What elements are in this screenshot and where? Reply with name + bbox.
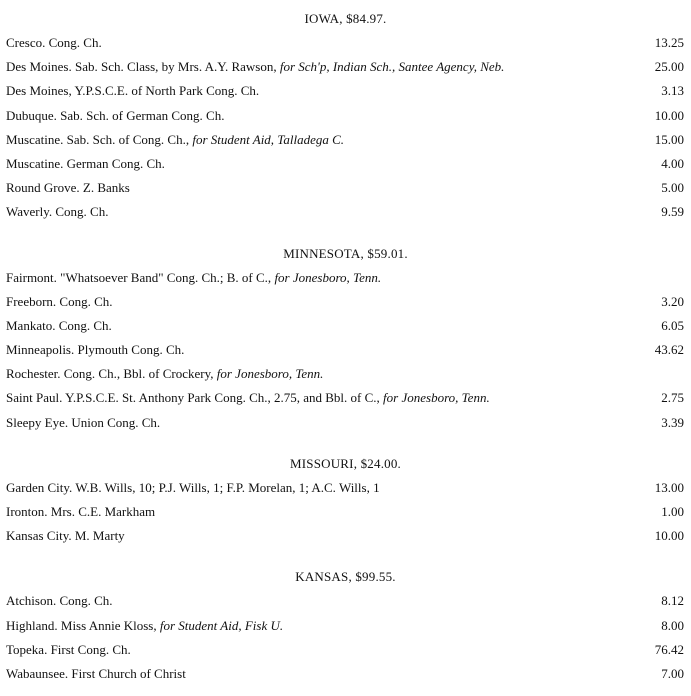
list-item — [0, 82, 691, 106]
list-item — [0, 641, 691, 665]
section-title: KANSAS, $99.55. — [295, 569, 396, 585]
list-item — [0, 592, 691, 616]
entry-amount: 25.00 — [654, 59, 684, 75]
entry-amount: 9.59 — [661, 204, 684, 220]
entry-note: for Jonesboro, Tenn. — [216, 366, 324, 382]
list-item — [0, 527, 691, 551]
section-gap — [0, 228, 691, 245]
entry-amount: 3.39 — [661, 414, 684, 430]
section-iowa — [0, 10, 691, 228]
list-item — [0, 155, 691, 179]
entry-text: Kansas City. M. Marty — [6, 528, 125, 544]
entry-amount: 76.42 — [654, 641, 684, 657]
entry-text: Freeborn. Cong. Ch. — [6, 293, 113, 309]
section-gap — [0, 438, 691, 455]
entry-text: Waverly. Cong. Ch. — [6, 204, 109, 220]
entry-note: for Student Aid, Fisk U. — [159, 617, 284, 633]
entry-amount: 3.13 — [661, 83, 684, 99]
entry-amount: 13.25 — [654, 35, 684, 50]
entry-text: Muscatine. German Cong. Ch. — [6, 155, 165, 171]
entry-amount: 4.00 — [661, 155, 684, 171]
list-item — [0, 293, 691, 317]
list-item — [0, 269, 691, 293]
section-kansas — [0, 568, 691, 689]
entry-amount: 8.00 — [661, 617, 684, 633]
entry-text: Des Moines, Y.P.S.C.E. of North Park Cong. Ch. — [6, 83, 260, 99]
entry-amount: 3.20 — [661, 293, 684, 309]
entry-text: Muscatine. Sab. Sch. of Cong. Ch., — [6, 131, 193, 147]
entry-text: Mankato. Cong. Ch. — [6, 317, 112, 333]
list-item — [0, 58, 691, 82]
list-item — [0, 107, 691, 131]
entry-amount: 7.00 — [661, 665, 684, 681]
list-item — [0, 203, 691, 227]
entry-text: Wabaunsee. First Church of Christ — [6, 665, 186, 681]
entry-text: Fairmont. "Whatsoever Band" Cong. Ch.; B. of C., — [6, 269, 275, 285]
entry-amount: 1.00 — [661, 504, 684, 519]
entry-text: Topeka. First Cong. Ch. — [6, 641, 131, 657]
entry-note: for Jonesboro, Tenn. — [274, 269, 382, 285]
list-item — [0, 131, 691, 155]
list-item — [0, 479, 691, 503]
list-item — [0, 503, 691, 527]
entry-note: for Sch'p, Indian Sch., Santee Agency, Neb. — [279, 59, 505, 75]
entry-text: Ironton. Mrs. C.E. Markham — [6, 504, 156, 519]
section-gap — [0, 551, 691, 568]
list-item — [0, 617, 691, 641]
entry-text: Rochester. Cong. Ch., Bbl. of Crockery, — [6, 366, 217, 382]
entry-amount: 13.00 — [654, 479, 684, 495]
entry-amount: 8.12 — [661, 593, 684, 609]
list-item — [0, 665, 691, 689]
entry-text: Atchison. Cong. Ch. — [6, 593, 113, 609]
entry-text: Garden City. W.B. Wills, 10; P.J. Wills, 1; F.P. Morelan, 1; A.C. Wills, 1 — [6, 479, 380, 495]
entry-text: Round Grove. Z. Banks — [6, 180, 130, 196]
entry-amount: 6.05 — [661, 317, 684, 333]
entry-text: Dubuque. Sab. Sch. of German Cong. Ch. — [6, 107, 225, 123]
entry-amount: 5.00 — [661, 180, 684, 196]
section-missouri — [0, 455, 691, 552]
entry-amount: 2.75 — [661, 390, 684, 406]
entry-text: Minneapolis. Plymouth Cong. Ch. — [6, 342, 185, 358]
entry-amount: 43.62 — [654, 342, 684, 358]
list-item — [0, 389, 691, 413]
list-item — [0, 179, 691, 203]
section-title: MISSOURI, $24.00. — [289, 455, 402, 471]
entry-note: for Jonesboro, Tenn. — [383, 390, 490, 406]
entry-note: for Student Aid, Talladega C. — [192, 131, 345, 147]
list-item — [0, 317, 691, 341]
entry-text: Saint Paul. Y.P.S.C.E. St. Anthony Park Cong. Ch., 2.75, and Bbl. of C., — [6, 390, 384, 406]
list-item — [0, 341, 691, 365]
list-item — [0, 365, 691, 389]
entry-text: Cresco. Cong. Ch. — [6, 35, 102, 50]
entry-text: Highland. Miss Annie Kloss, — [6, 617, 160, 633]
entry-text: Sleepy Eye. Union Cong. Ch. — [6, 414, 161, 430]
entry-amount: 10.00 — [654, 107, 684, 123]
list-item — [0, 34, 691, 58]
section-title: IOWA, $84.97. — [304, 11, 387, 26]
entry-text: Des Moines. Sab. Sch. Class, by Mrs. A.Y. Rawson, — [6, 59, 280, 75]
section-minnesota — [0, 245, 691, 438]
list-item — [0, 414, 691, 438]
section-title: MINNESOTA, $59.01. — [283, 245, 408, 261]
entry-amount: 15.00 — [654, 131, 684, 147]
entry-amount: 10.00 — [654, 528, 684, 544]
